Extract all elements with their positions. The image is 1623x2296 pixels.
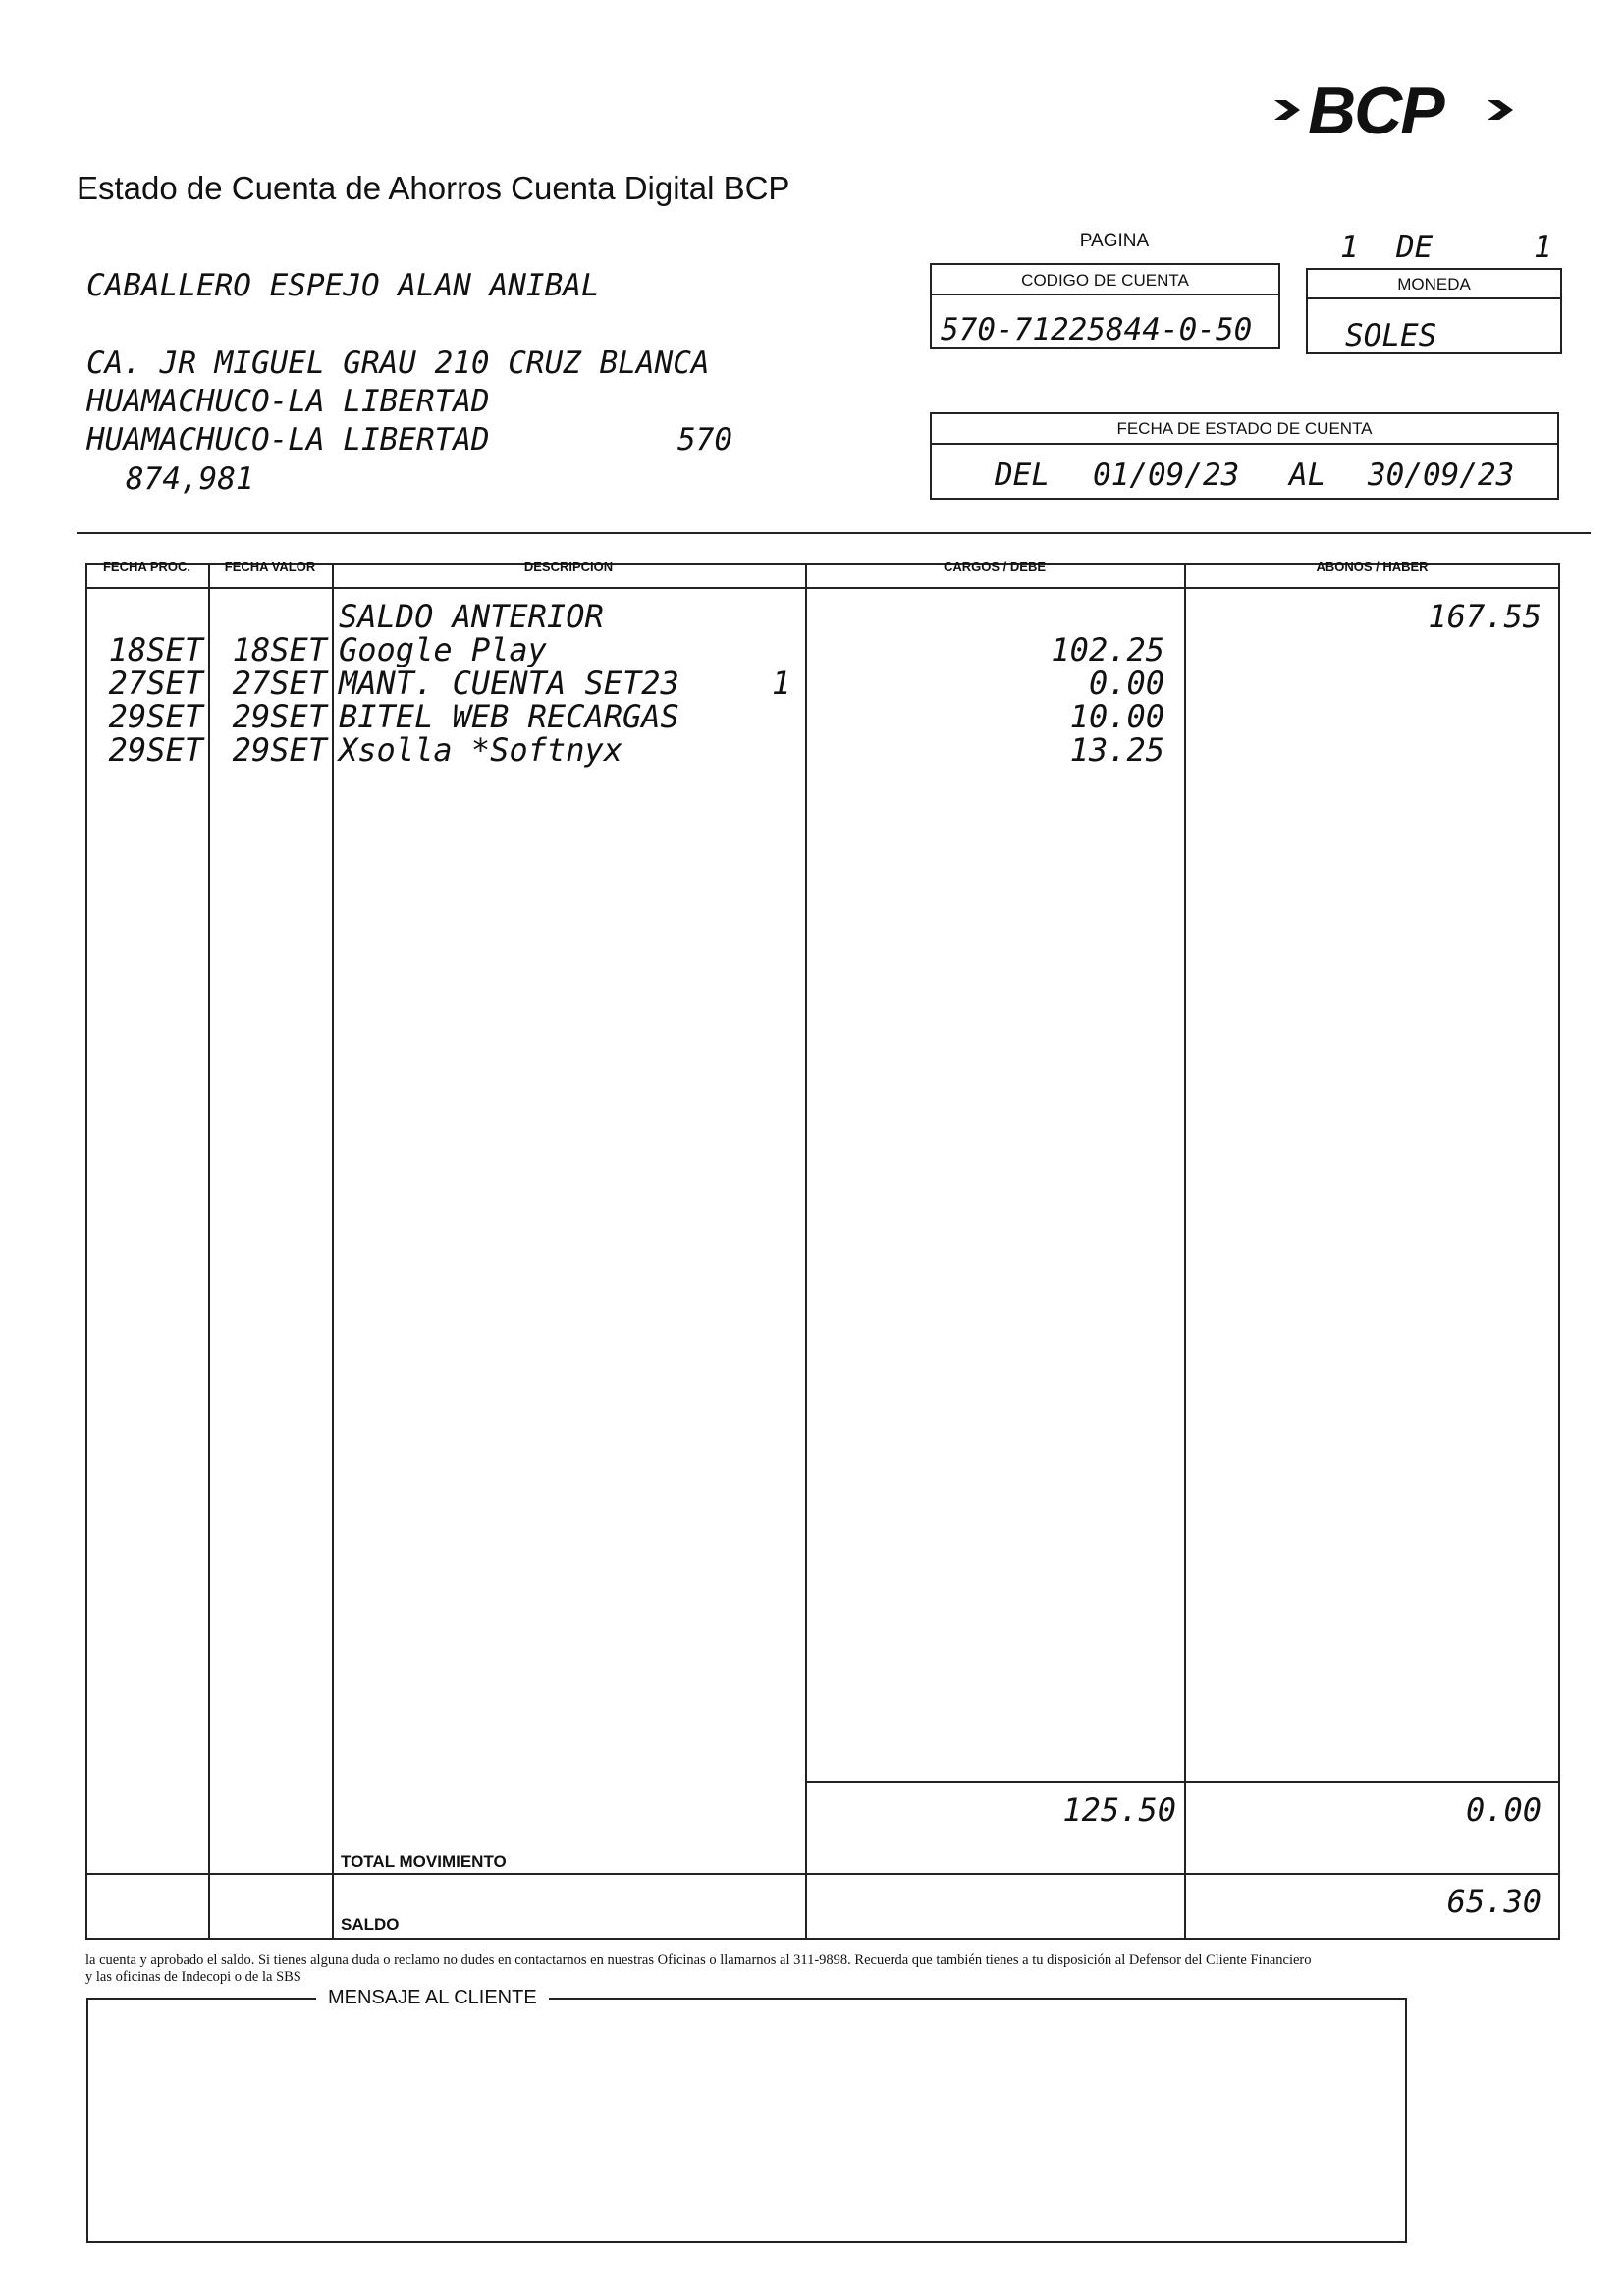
row-description: BITEL WEB RECARGAS	[339, 698, 679, 735]
bcp-logo-text: BCP	[1308, 74, 1443, 148]
total-movimiento-label: TOTAL MOVIMIENTO	[341, 1852, 507, 1871]
total-haber: 0.00	[1465, 1791, 1542, 1829]
statement-date-label: FECHA DE ESTADO DE CUENTA	[1116, 419, 1373, 438]
address-line-3: HUAMACHUCO-LA LIBERTAD	[86, 422, 490, 457]
column-header-descripcion: DESCRIPCION	[523, 560, 614, 574]
account-code-label: CODIGO DE CUENTA	[1021, 271, 1189, 290]
document-title: Estado de Cuenta de Ahorros Cuenta Digital BCP	[77, 170, 790, 206]
row-fecha-valor: 29SET	[232, 698, 327, 735]
transactions-table	[85, 563, 1560, 1940]
footer-notice-line-2: y las oficinas de Indecopi o de la SBS	[85, 1969, 301, 1985]
row-description: MANT. CUENTA SET23	[339, 665, 679, 702]
currency-value: SOLES	[1345, 318, 1437, 353]
total-debe: 125.50	[1062, 1791, 1176, 1829]
row-fecha-proc: 29SET	[108, 698, 203, 735]
row-description: Xsolla *Softnyx	[339, 731, 622, 769]
saldo-value: 65.30	[1446, 1883, 1542, 1920]
row-haber: 167.55	[1428, 598, 1542, 635]
branch-code: 570	[677, 422, 732, 457]
row-fecha-proc: 18SET	[108, 631, 203, 668]
account-code: 570-71225844-0-50	[941, 312, 1253, 347]
message-box	[86, 1998, 1407, 2243]
row-description: Google Play	[339, 631, 547, 668]
row-debe: 102.25	[1051, 631, 1164, 668]
bcp-logo	[1267, 71, 1522, 149]
row-description: SALDO ANTERIOR	[339, 598, 604, 635]
row-fecha-valor: 29SET	[232, 731, 327, 769]
address-line-2: HUAMACHUCO-LA LIBERTAD	[86, 384, 490, 419]
date-to-label: AL	[1289, 457, 1326, 493]
column-header-abonos: ABONOS / HABER	[1316, 560, 1429, 574]
column-header-fecha-proc: FECHA PROC.	[102, 560, 191, 574]
row-debe: 10.00	[1069, 698, 1164, 735]
row-fecha-proc: 27SET	[108, 665, 203, 702]
address-line-1: CA. JR MIGUEL GRAU 210 CRUZ BLANCA	[86, 346, 710, 381]
row-debe: 13.25	[1069, 731, 1164, 769]
row-fecha-valor: 18SET	[232, 631, 327, 668]
row-debe: 0.00	[1088, 665, 1164, 702]
message-box-label: MENSAJE AL CLIENTE	[316, 1987, 549, 2009]
customer-name: CABALLERO ESPEJO ALAN ANIBAL	[86, 268, 600, 303]
column-header-cargos: CARGOS / DEBE	[943, 560, 1046, 574]
column-header-fecha-valor: FECHA VALOR	[224, 560, 316, 574]
currency-label: MONEDA	[1397, 275, 1471, 294]
page-label: PAGINA	[1079, 231, 1150, 251]
row-fecha-proc: 29SET	[108, 731, 203, 769]
date-from-label: DEL	[995, 457, 1050, 493]
row-fecha-valor: 27SET	[232, 665, 327, 702]
footer-notice-line-1: la cuenta y aprobado el saldo. Si tienes alguna duda o reclamo no dudes en contactarnos en nuestras Oficinas o llamarnos al 311-9898. Recuerda que también tienes a tu disposición al Defensor del Cliente Financiero	[85, 1952, 1312, 1968]
client-number: 874,981	[126, 461, 254, 497]
page-current: 1	[1340, 230, 1359, 265]
page-separator: DE	[1396, 230, 1434, 265]
header-divider	[77, 532, 1591, 534]
saldo-label: SALDO	[341, 1915, 400, 1934]
date-to: 30/09/23	[1368, 457, 1515, 493]
page-total: 1	[1534, 230, 1552, 265]
row-reference: 1	[772, 665, 791, 702]
date-from: 01/09/23	[1093, 457, 1240, 493]
